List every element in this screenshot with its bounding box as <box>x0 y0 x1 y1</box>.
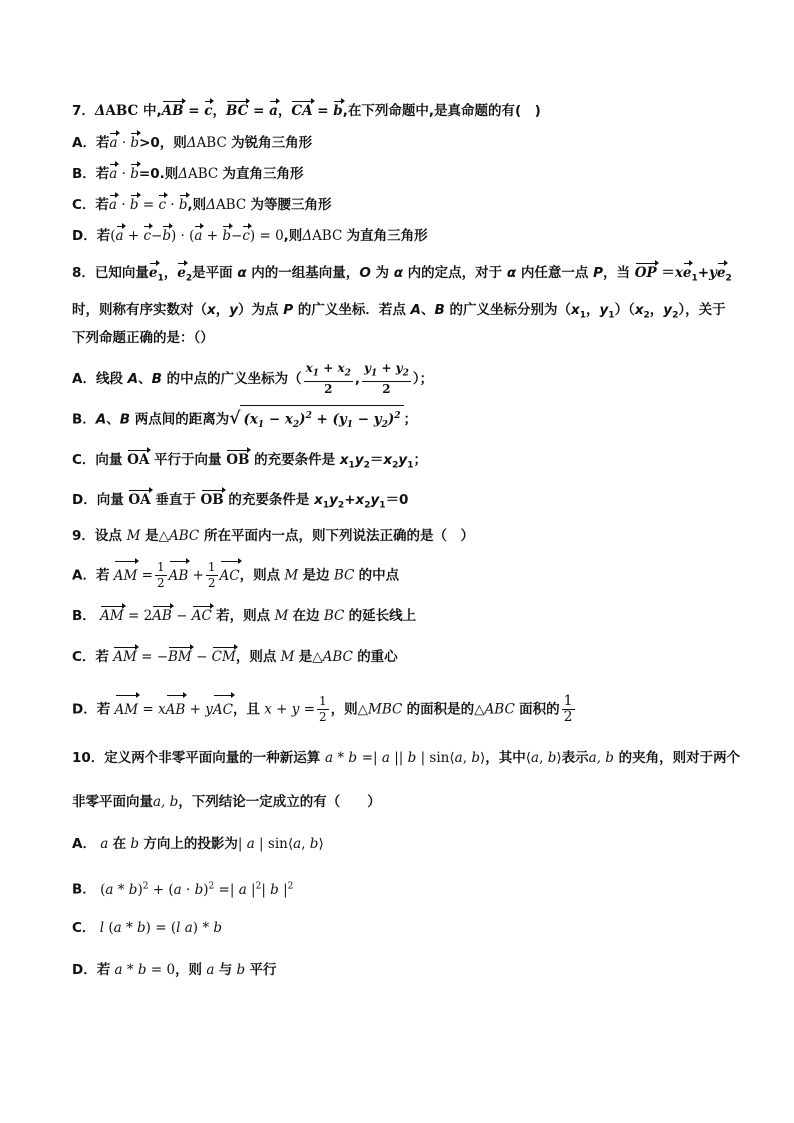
q9-option-c: C．若 AM = −BM − CM，则点 M 是△ABC 的重心 <box>72 649 398 665</box>
q10-stem-line2: 非零平面向量a, b，下列结论一定成立的有（ ） <box>72 794 381 810</box>
q7-option-b: B．若a · b=0.则ΔABC 为直角三角形 <box>72 166 304 182</box>
q10-stem-line1: 10．定义两个非零平面向量的一种新运算 a * b =| a || b | sin⟨a, b⟩，其中⟨a, b⟩表示a, b 的夹角，则对于两个 <box>72 750 741 766</box>
q9-option-b: B． AM = 2AB − AC 若，则点 M 在边 BC 的延长线上 <box>72 608 417 624</box>
q8-stem-line2: 时，则称有序实数对（x，y）为点 P 的广义坐标．若点 A、B 的广义坐标分别为（$x_1$，$y_1)(x_2$，$y_2$），关于 <box>72 302 726 321</box>
q9-option-d: D．若 AM = xAB + yAC，且 x + y = $\frac{1}{2}$ ，则△MBC 的面积是的△ABC 面积的 $\frac{1}{2}$ <box>72 693 573 725</box>
q8-stem-line1: 8．已知向量$e_1$，$e_2$是平面 α 内的一组基向量，O 为 α 内的定点，对于 α 内任意一点 P，当 OP $=xe_1+ye_2$ <box>72 265 732 284</box>
q7-stem: 7．ΔABC 中,AB = c，BC = a，CA = b,在下列命题中,是真命题的有( ) <box>72 103 541 119</box>
q10-option-a: A． a 在 b 方向上的投影为| a | sin⟨a, b⟩ <box>72 836 324 852</box>
q8-option-a: A．线段 A、B 的中点的广义坐标为（ $\frac{x_1 + x_2}{2}$ , $\frac{y_1 + y_2}{2}$ ）； <box>72 361 434 397</box>
q7-option-a: A．若a · b>0，则ΔABC 为锐角三角形 <box>72 135 313 151</box>
q7-option-c: C．若a · b = c · b,则ΔABC 为等腰三角形 <box>72 197 332 213</box>
q9-stem: 9．设点 M 是△ABC 所在平面内一点，则下列说法正确的是（ ） <box>72 528 474 544</box>
q10-option-c: C． l (a * b) = (l a) * b <box>72 920 223 936</box>
q9-option-a: A．若 AM = $\frac{1}{2}$ AB + $\frac{1}{2}$ AC，则点 M 是边 BC 的中点 <box>72 560 400 590</box>
q8-option-d: D．向量 OA 垂直于 OB 的充要条件是 $x_1y_2+x_2y_1=0$ <box>72 492 409 511</box>
q8-option-b: B．A、B 两点间的距离为√ $(x_1 - x_2)^2 + (y_1 - y_2)^2$ ； <box>72 405 417 435</box>
q10-option-b: B． $(a * b)^2 + (a \cdot b)^2$ =| a $|^2|$ b $|^2$ <box>72 881 294 898</box>
q7-option-d: D．若(a + c−b) · (a + b−c) = 0,则ΔABC 为直角三角形 <box>72 228 428 244</box>
q8-stem-line3: 下列命题正确的是：（） <box>72 330 214 346</box>
q8-option-c: C．向量 OA 平行于向量 OB 的充要条件是 $x_1y_2=x_2y_1$； <box>72 452 427 471</box>
q10-option-d: D．若 a * b = 0，则 a 与 b 平行 <box>72 962 277 978</box>
